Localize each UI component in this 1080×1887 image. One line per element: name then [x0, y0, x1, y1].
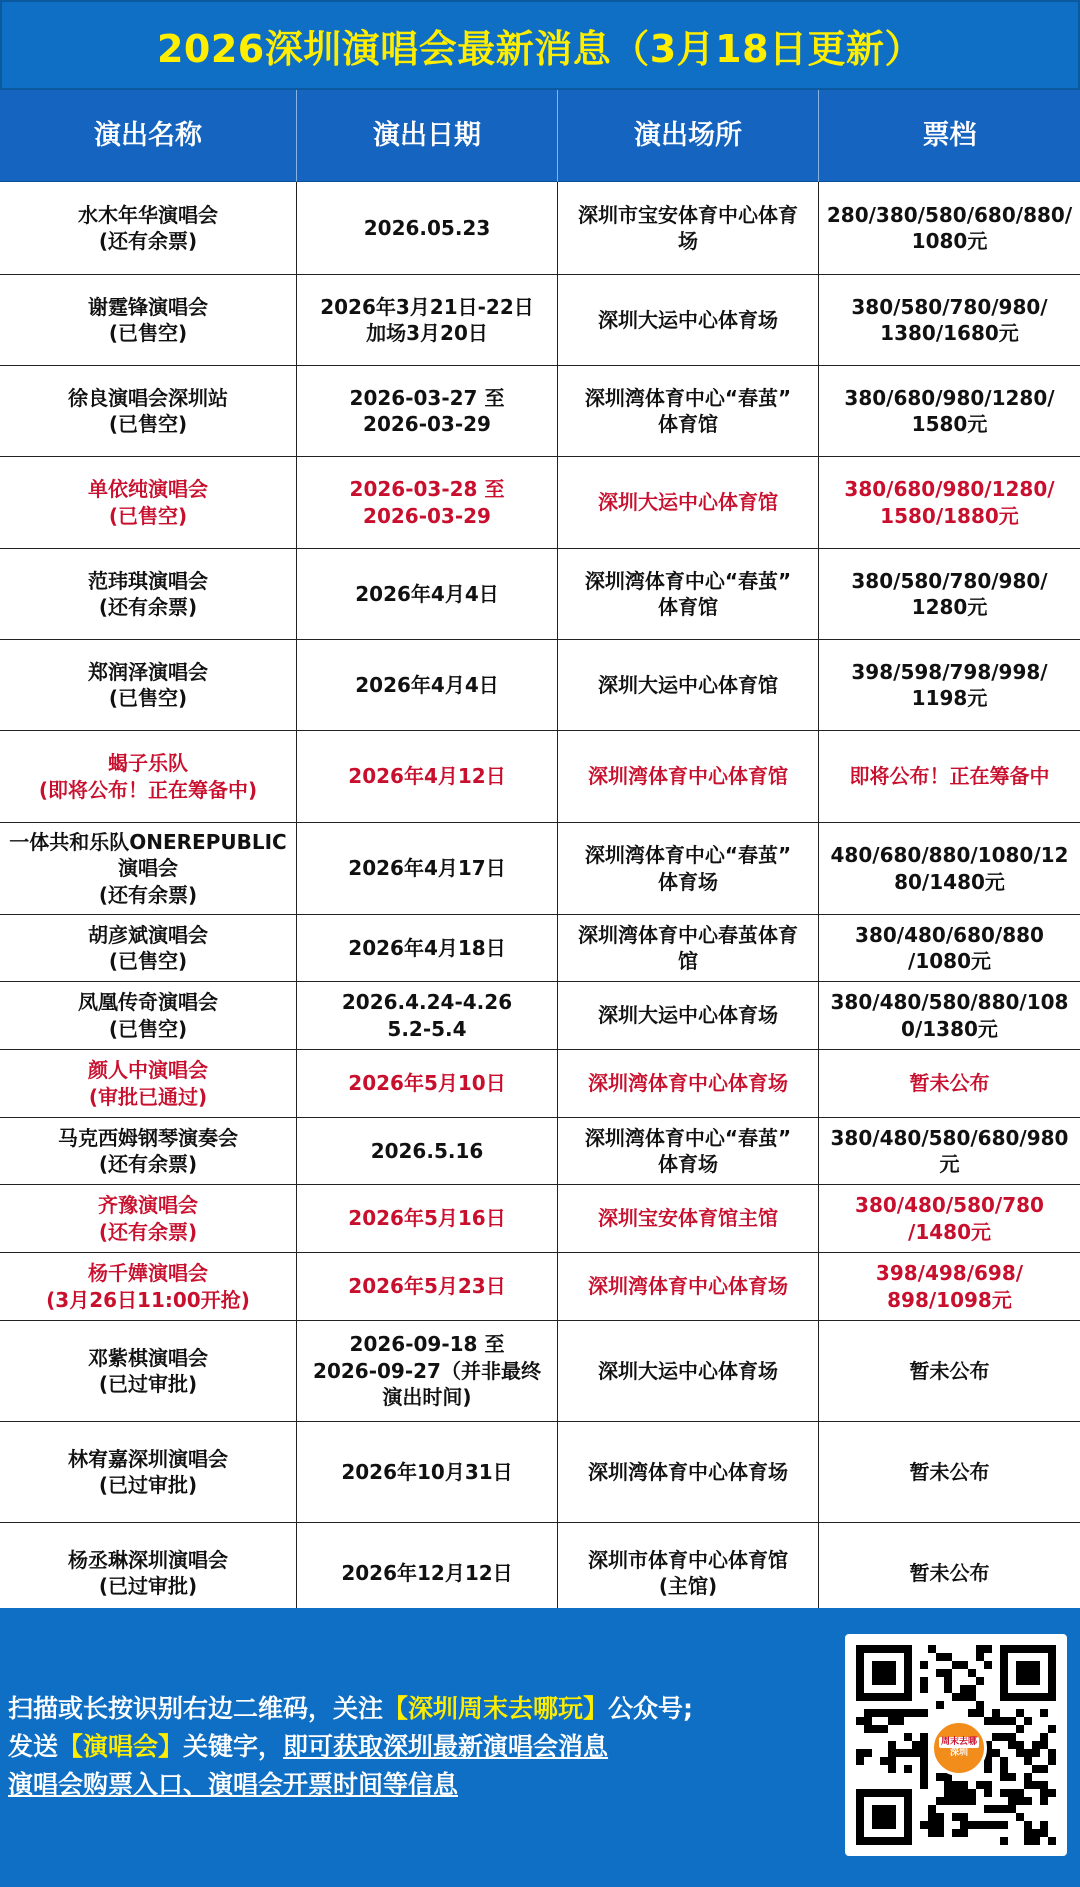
cell-venue-line: 深圳大运中心体育场 — [598, 1358, 778, 1383]
table-row — [0, 1422, 1080, 1523]
cell-date — [297, 1185, 558, 1252]
footer — [0, 1608, 1080, 1887]
footer-line-2-mid: 关键字， — [183, 1732, 284, 1761]
cell-date-line: 2026-09-27（并非最终 — [313, 1358, 541, 1383]
cell-name-line: 郑润泽演唱会 — [88, 659, 208, 684]
cell-name-line: 邓紫棋演唱会 — [88, 1345, 208, 1370]
cell-date — [297, 457, 558, 548]
cell-price-line: /1080元 — [908, 949, 991, 973]
cell-name-line: 一体共和乐队ONEREPUBLIC — [9, 829, 287, 854]
cell-date-line: 2026年3月21日-22日 — [320, 294, 534, 319]
cell-venue-line: 深圳宝安体育馆主馆 — [598, 1206, 778, 1231]
table-row — [0, 823, 1080, 915]
cell-name — [0, 1321, 297, 1421]
cell-name-line: 齐豫演唱会 — [98, 1193, 198, 1218]
cell-venue-line: 体育馆 — [657, 412, 718, 436]
table-row — [0, 549, 1080, 640]
cell-name — [0, 982, 297, 1049]
cell-date-line: 2026年5月16日 — [348, 1206, 506, 1231]
cell-name-line: 徐良演唱会深圳站 — [68, 385, 228, 410]
cell-price — [819, 1185, 1080, 1252]
cell-price-line: 380/480/580/680/980 — [830, 1125, 1069, 1150]
cell-venue — [558, 1422, 819, 1522]
cell-price-line: 80/1480元 — [894, 869, 1005, 894]
cell-name-line: (已售空) — [108, 949, 188, 973]
table-row — [0, 915, 1080, 982]
qr-code[interactable] — [845, 1634, 1067, 1856]
cell-venue — [558, 366, 819, 456]
cell-venue-line: 深圳大运中心体育馆 — [598, 490, 778, 515]
cell-date-line: 2026.4.24-4.26 — [341, 990, 513, 1015]
cell-name-line: (已过审批) — [98, 1372, 198, 1396]
keyword: 【演唱会】 — [58, 1732, 184, 1761]
table-row — [0, 731, 1080, 823]
cell-price — [819, 1118, 1080, 1184]
cell-date — [297, 823, 558, 914]
table-row — [0, 275, 1080, 366]
cell-date-line: 2026-03-28 至 — [349, 477, 505, 502]
page-title: 2026深圳演唱会最新消息（3月18日更新） — [156, 26, 924, 71]
cell-venue-line: 深圳大运中心体育场 — [598, 307, 778, 332]
cell-price-line: 即将公布！正在筹备中 — [849, 764, 1050, 789]
cell-price-line: 480/680/880/1080/12 — [830, 843, 1069, 868]
footer-link-latest: 即可获取深圳最新演唱会消息 — [283, 1732, 609, 1761]
cell-date-line: 2026-03-27 至 — [349, 385, 505, 410]
cell-date-line: 2026年4月18日 — [348, 935, 506, 960]
cell-venue — [558, 1118, 819, 1184]
cell-price-line: 1280元 — [911, 595, 988, 619]
table-row — [0, 640, 1080, 731]
table-row — [0, 457, 1080, 549]
cell-venue-line: 场 — [678, 229, 698, 253]
cell-venue — [558, 1185, 819, 1252]
cell-price — [819, 457, 1080, 548]
cell-date-line: 2026-03-29 — [363, 412, 491, 436]
table-row — [0, 982, 1080, 1050]
cell-price-line: 0/1380元 — [901, 1016, 998, 1041]
cell-name-line: 林宥嘉深圳演唱会 — [68, 1446, 228, 1471]
cell-name-line: 单依纯演唱会 — [88, 477, 208, 502]
cell-date — [297, 982, 558, 1049]
cell-name-line: (即将公布！正在筹备中) — [38, 777, 258, 802]
cell-venue-line: 深圳湾体育中心体育场 — [588, 1071, 788, 1096]
cell-date-line: 2026年5月10日 — [348, 1071, 506, 1096]
cell-venue-line: 深圳湾体育中心体育场 — [588, 1274, 788, 1299]
cell-venue — [558, 1253, 819, 1320]
cell-price-line: 暂未公布 — [909, 1560, 990, 1585]
cell-venue — [558, 275, 819, 365]
cell-name-line: 杨千嬅演唱会 — [87, 1261, 208, 1286]
footer-line-2-text: 发送 — [8, 1732, 59, 1761]
cell-name-line: (还有余票) — [98, 882, 198, 907]
cell-name-line: (还有余票) — [98, 595, 198, 619]
cell-name — [0, 275, 297, 365]
cell-date-line: 2026年10月31日 — [341, 1459, 513, 1484]
cell-price — [819, 731, 1080, 822]
footer-line-1-text: 扫描或长按识别右边二维码，关注 — [8, 1694, 384, 1723]
cell-price-line: 380/480/580/780 — [855, 1193, 1044, 1218]
header-name: 演出名称 — [0, 90, 297, 182]
cell-price-line: 398/498/698/ — [875, 1261, 1024, 1286]
cell-name-line: 水木年华演唱会 — [78, 202, 218, 227]
table-row — [0, 1118, 1080, 1185]
cell-date-line: 5.2-5.4 — [387, 1016, 467, 1041]
cell-name-line: (已售空) — [108, 503, 188, 528]
cell-price-line: 380/480/680/880 — [855, 922, 1044, 947]
cell-price-line: 380/680/980/1280/ — [844, 385, 1055, 410]
cell-name — [0, 731, 297, 822]
cell-date — [297, 731, 558, 822]
cell-venue — [558, 1321, 819, 1421]
cell-venue — [558, 982, 819, 1049]
cell-price-line: 380/480/580/880/108 — [830, 990, 1069, 1015]
cell-price-line: 暂未公布 — [909, 1071, 990, 1096]
cell-price-line: 暂未公布 — [909, 1459, 990, 1484]
cell-date — [297, 275, 558, 365]
cell-price — [819, 275, 1080, 365]
cell-date — [297, 549, 558, 639]
cell-name-line: 凤凰传奇演唱会 — [78, 990, 218, 1015]
cell-name-line: 蝎子乐队 — [108, 751, 188, 776]
cell-date-line: 2026年4月4日 — [355, 672, 499, 697]
cell-price — [819, 1422, 1080, 1522]
cell-date — [297, 640, 558, 730]
cell-price-line: 898/1098元 — [887, 1287, 1012, 1312]
cell-name-line: 范玮琪演唱会 — [88, 568, 208, 593]
cell-price — [819, 823, 1080, 914]
cell-price — [819, 1050, 1080, 1117]
cell-date-line: 2026.05.23 — [363, 215, 491, 240]
cell-price-line: 1080元 — [911, 229, 988, 253]
cell-date-line: 2026.5.16 — [370, 1138, 484, 1163]
cell-name — [0, 1050, 297, 1117]
cell-date — [297, 1118, 558, 1184]
cell-price-line: 380/580/780/980/ — [851, 294, 1048, 319]
cell-price — [819, 640, 1080, 730]
cell-venue-line: 深圳湾体育中心体育馆 — [588, 764, 788, 789]
cell-name — [0, 640, 297, 730]
cell-price — [819, 982, 1080, 1049]
qr-logo-badge — [931, 1720, 987, 1776]
footer-line-3 — [8, 1766, 728, 1804]
cell-name-line: (还有余票) — [98, 1219, 198, 1244]
cell-name-line: 胡彦斌演唱会 — [88, 922, 208, 947]
qr-badge-city: 深圳 — [949, 1748, 968, 1758]
table-row — [0, 1185, 1080, 1253]
cell-date-line: 2026年4月17日 — [348, 856, 506, 881]
cell-date — [297, 1253, 558, 1320]
cell-venue — [558, 457, 819, 548]
cell-price — [819, 366, 1080, 456]
cell-name-line: 杨丞琳深圳演唱会 — [68, 1547, 228, 1572]
cell-name-line: (已过审批) — [98, 1574, 198, 1598]
cell-price — [819, 1253, 1080, 1320]
cell-price-line: 1580元 — [911, 412, 988, 436]
cell-name-line: (已售空) — [108, 1016, 188, 1041]
cell-price — [819, 182, 1080, 274]
cell-name — [0, 549, 297, 639]
table-row — [0, 182, 1080, 275]
cell-venue — [558, 182, 819, 274]
cell-name-line: (3月26日11:00开抢) — [46, 1287, 250, 1312]
footer-line-1-end: 公众号; — [608, 1694, 694, 1723]
cell-venue-line: 深圳湾体育中心“春茧” — [584, 843, 792, 868]
cell-name — [0, 1118, 297, 1184]
cell-price — [819, 1321, 1080, 1421]
account-name: 【深圳周末去哪玩】 — [383, 1694, 609, 1723]
cell-date — [297, 1050, 558, 1117]
cell-price-line: 1380/1680元 — [880, 321, 1019, 345]
cell-price-line: /1480元 — [908, 1219, 991, 1244]
cell-venue — [558, 731, 819, 822]
cell-name-line: (已过审批) — [98, 1473, 198, 1497]
cell-price-line: 380/580/780/980/ — [851, 568, 1048, 593]
cell-venue-line: 深圳大运中心体育馆 — [598, 672, 778, 697]
cell-price-line: 1198元 — [911, 686, 988, 710]
cell-date — [297, 366, 558, 456]
cell-name — [0, 182, 297, 274]
cell-date — [297, 915, 558, 981]
cell-name — [0, 366, 297, 456]
cell-price-line: 元 — [939, 1152, 960, 1176]
cell-date-line: 2026年4月12日 — [348, 764, 506, 789]
table-row — [0, 366, 1080, 457]
cell-name-line: (已售空) — [108, 321, 188, 345]
cell-venue — [558, 1050, 819, 1117]
cell-venue-line: 深圳湾体育中心“春茧” — [584, 1125, 792, 1150]
header-venue: 演出场所 — [558, 90, 819, 182]
cell-name-line: 谢霆锋演唱会 — [88, 294, 208, 319]
cell-name-line: (还有余票) — [98, 1152, 198, 1176]
cell-date-line: 2026-09-18 至 — [349, 1332, 505, 1357]
cell-date-line: 2026-03-29 — [363, 503, 491, 528]
qr-badge-label: 周末去哪 — [940, 1737, 977, 1747]
header-date: 演出日期 — [297, 90, 558, 182]
cell-name-line: (已售空) — [108, 412, 188, 436]
cell-date-line: 2026年4月4日 — [355, 581, 499, 606]
page-title-bar — [0, 0, 1080, 90]
cell-name-line: 马克西姆钢琴演奏会 — [58, 1125, 238, 1150]
cell-price — [819, 549, 1080, 639]
cell-price — [819, 915, 1080, 981]
cell-venue-line: 深圳市体育中心体育馆 — [588, 1547, 788, 1572]
header-price: 票档 — [819, 90, 1080, 182]
cell-venue-line: 深圳大运中心体育场 — [598, 1003, 778, 1028]
cell-venue-line: 深圳湾体育中心体育场 — [588, 1459, 788, 1484]
table-row — [0, 1321, 1080, 1422]
cell-venue-line: 深圳湾体育中心“春茧” — [584, 385, 792, 410]
cell-name-line: (还有余票) — [98, 229, 198, 253]
cell-name — [0, 1185, 297, 1252]
table-row — [0, 1050, 1080, 1118]
cell-venue-line: 体育馆 — [657, 595, 718, 619]
cell-venue-line: 馆 — [678, 949, 698, 973]
cell-price-line: 280/380/580/680/880/ — [826, 202, 1073, 227]
cell-date-line: 加场3月20日 — [366, 321, 488, 345]
cell-name-line: 颜人中演唱会 — [88, 1058, 208, 1083]
cell-name — [0, 823, 297, 914]
cell-date — [297, 1321, 558, 1421]
cell-price-line: 398/598/798/998/ — [851, 659, 1048, 684]
concert-table — [0, 90, 1080, 1608]
cell-price-line: 380/680/980/1280/ — [844, 477, 1055, 502]
cell-venue-line: 深圳湾体育中心“春茧” — [584, 568, 792, 593]
cell-venue — [558, 823, 819, 914]
cell-name — [0, 1253, 297, 1320]
footer-text — [8, 1690, 728, 1804]
cell-name — [0, 915, 297, 981]
cell-venue-line: 深圳市宝安体育中心体育 — [578, 202, 798, 227]
cell-name-line: 演唱会 — [117, 856, 178, 881]
cell-date-line: 2026年5月23日 — [348, 1274, 506, 1299]
table-body — [0, 182, 1080, 1624]
cell-venue-line: 体育场 — [657, 869, 718, 894]
cell-venue-line: (主馆) — [658, 1574, 718, 1598]
cell-date-line: 演出时间) — [382, 1385, 472, 1410]
cell-name-line: (审批已通过) — [88, 1084, 208, 1109]
footer-line-2 — [8, 1728, 728, 1766]
cell-name-line: (已售空) — [108, 686, 188, 710]
cell-name — [0, 457, 297, 548]
cell-date — [297, 1422, 558, 1522]
cell-date-line: 2026年12月12日 — [341, 1560, 513, 1585]
cell-venue-line: 深圳湾体育中心春茧体育 — [578, 922, 798, 947]
cell-venue — [558, 640, 819, 730]
cell-name — [0, 1422, 297, 1522]
table-row — [0, 1253, 1080, 1321]
footer-line-1 — [8, 1690, 728, 1728]
cell-venue — [558, 549, 819, 639]
cell-price-line: 暂未公布 — [909, 1358, 990, 1383]
cell-venue — [558, 915, 819, 981]
cell-venue-line: 体育场 — [657, 1152, 718, 1176]
cell-price-line: 1580/1880元 — [880, 503, 1019, 528]
table-header — [0, 90, 1080, 182]
cell-date — [297, 182, 558, 274]
footer-link-tickets: 演唱会购票入口、演唱会开票时间等信息 — [8, 1770, 459, 1799]
